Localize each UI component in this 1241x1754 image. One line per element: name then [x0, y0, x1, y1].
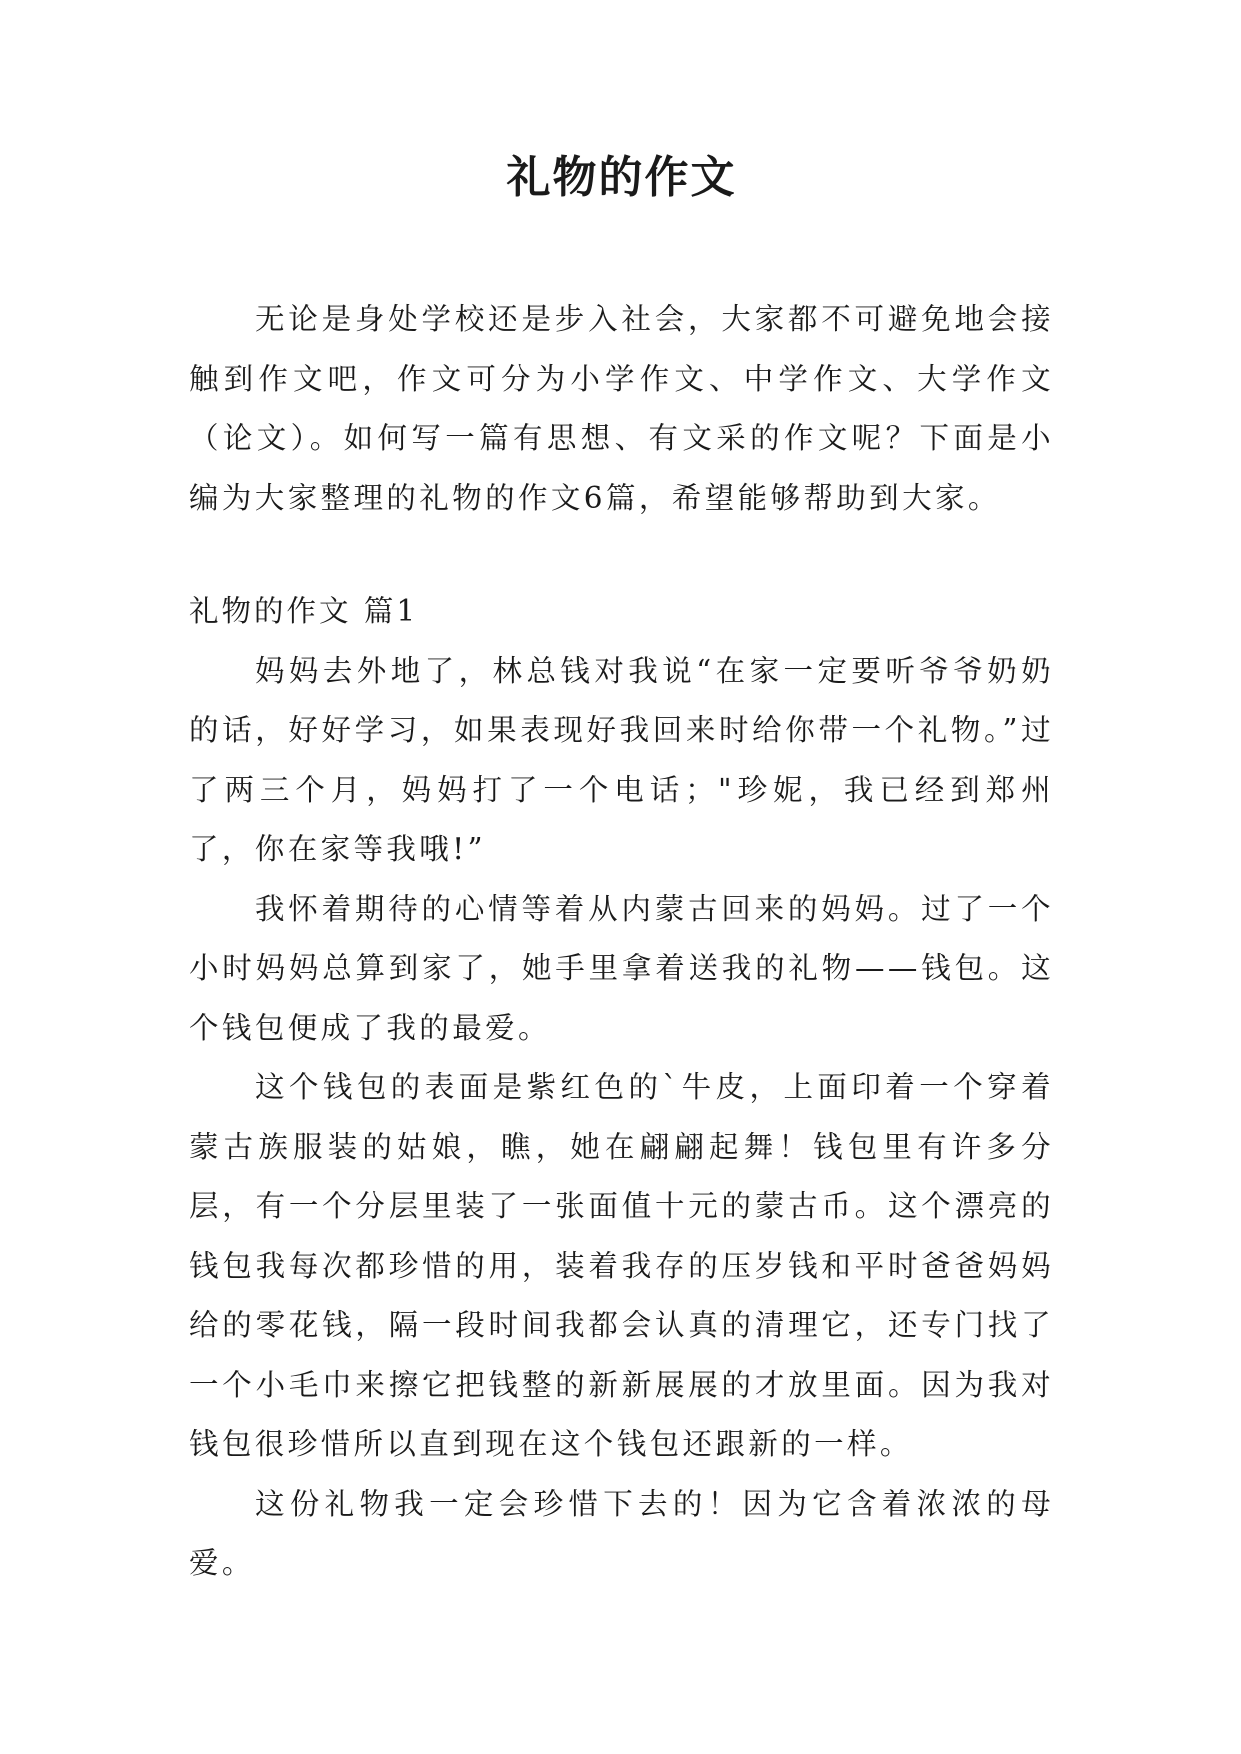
document-title: 礼物的作文 — [506, 152, 737, 203]
intro-paragraph: 无论是身处学校还是步入社会，大家都不可避免地会接触到作文吧，作文可分为小学作文、中学作文、大学作文（论文）。如何写一篇有思想、有文采的作文呢？下面是小编为大家整理的礼物的作文6篇，希望能够帮助到大家。 — [189, 302, 1054, 515]
body-paragraph: 这份礼物我一定会珍惜下去的！因为它含着浓浓的母爱。 — [189, 1486, 1054, 1580]
section-block — [189, 582, 1054, 1594]
intro-block — [189, 290, 1054, 528]
body-paragraph: 我怀着期待的心情等着从内蒙古回来的妈妈。过了一个小时妈妈总算到家了，她手里拿着送我的礼物——钱包。这个钱包便成了我的最爱。 — [189, 891, 1054, 1045]
body-paragraph: 妈妈去外地了，林总钱对我说“在家一定要听爷爷奶奶的话，好好学习，如果表现好我回来时给你带一个礼物。”过了两三个月，妈妈打了一个电话；"珍妮，我已经到郑州了，你在家等我哦!” — [189, 653, 1054, 866]
section-heading: 礼物的作文 篇1 — [189, 594, 419, 628]
body-paragraph: 这个钱包的表面是紫红色的`牛皮，上面印着一个穿着蒙古族服装的姑娘，瞧，她在翩翩起舞！钱包里有许多分层，有一个分层里装了一张面值十元的蒙古币。这个漂亮的钱包我每次都珍惜的用，装着我存的压岁钱和平时爸爸妈妈给的零花钱，隔一段时间我都会认真的清理它，还专门找了一个小毛巾来擦它把钱整的新新展展的才放里面。因为我对钱包很珍惜所以直到现在这个钱包还跟新的一样。 — [189, 1070, 1054, 1461]
